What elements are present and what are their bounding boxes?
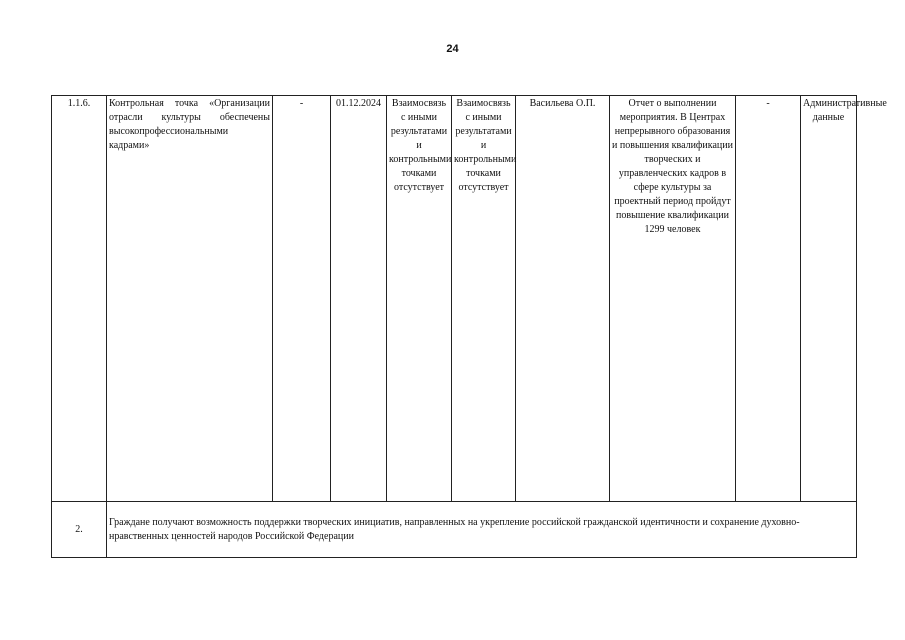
date-cell: 01.12.2024 <box>331 96 387 502</box>
row-number: 2. <box>52 502 107 558</box>
table-row <box>52 502 857 558</box>
level-cell: - <box>736 96 801 502</box>
page-number: 24 <box>446 43 459 55</box>
row-number: 1.1.6. <box>52 96 107 502</box>
info-system-cell: Административные данные <box>801 96 857 502</box>
document-cell: Отчет о выполнении мероприятия. В Центрах непрерывного образования и повышения квалификации творческих и управленческих кадров в сфере культуры за проектный период пройдут повышение квалификации 1299 человек <box>610 96 736 502</box>
responsible-cell: Васильева О.П. <box>516 96 610 502</box>
relation-prev-cell: Взаимосвязь с иными результатами и контрольными точками отсутствует <box>387 96 452 502</box>
base-value-cell: - <box>273 96 331 502</box>
relation-next-cell: Взаимосвязь с иными результатами и контрольными точками отсутствует <box>452 96 516 502</box>
task-description: Граждане получают возможность поддержки творческих инициатив, направленных на укрепление российской гражданской идентичности и сохранение духовно-нравственных ценностей народов Российской Федерации <box>107 502 857 558</box>
table-row <box>52 96 857 502</box>
control-point-name: Контрольная точка «Организации отрасли культуры обеспечены высокопрофессиональными кадрами» <box>107 96 273 502</box>
plan-table <box>51 95 887 558</box>
